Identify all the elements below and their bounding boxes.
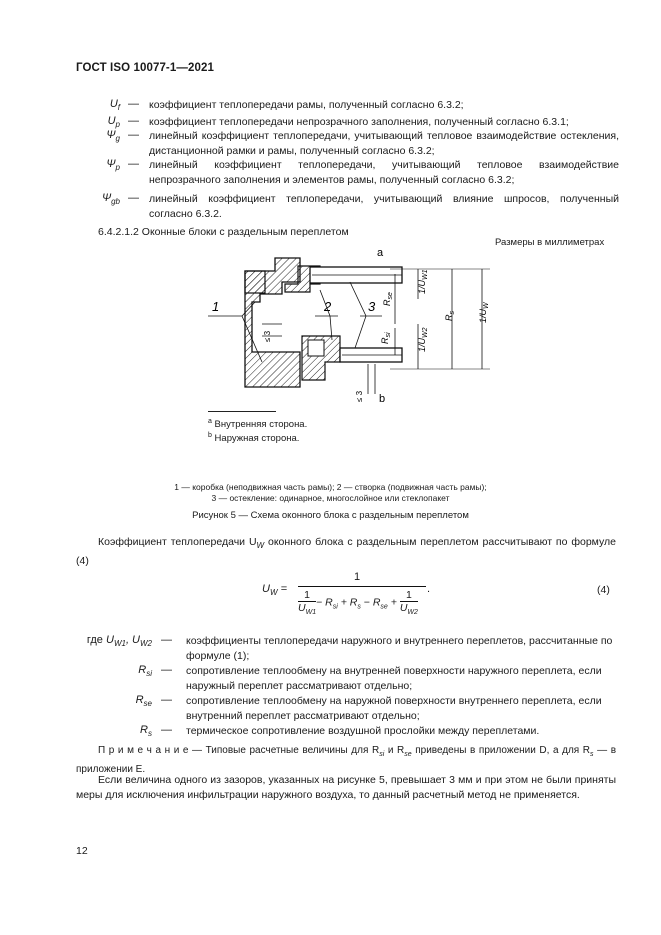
dim-rse: $R_{se}$: [382, 292, 394, 306]
gap-label-left: ≤ 3: [263, 330, 272, 342]
where-text: термическое сопротивление воздушной прослойки между переплетами.: [186, 725, 540, 737]
definition-text: линейный коэффициент теплопередачи, учитывающий тепловое взаимодействие остекления, дистанционной рамки и рамы, полученный согласно 6.3.2;: [149, 130, 619, 157]
where-symbol: $R_{se}$: [135, 694, 152, 709]
label-a: a: [377, 247, 384, 259]
definition-dash: —: [128, 98, 139, 110]
definition-symbol: $\Psi_g$: [106, 129, 120, 144]
page-number: 12: [76, 845, 88, 857]
formula-number: (4): [597, 584, 610, 596]
window-section-figure: [190, 244, 510, 424]
definition-symbol: $\Psi_{gb}$: [101, 192, 120, 207]
definition-symbol: $U_f$: [109, 98, 120, 113]
figure-caption: Рисунок 5 — Схема оконного блока с раздельным переплетом: [192, 510, 469, 521]
label-b: b: [379, 393, 386, 405]
where-dash: —: [161, 634, 172, 646]
where-text: коэффициенты теплопередачи наружного и внутреннего переплетов, рассчитанные по формуле (1);: [186, 635, 613, 662]
paragraph-validity: Если величина одного из зазоров, указанных на рисунке 5, превышает 3 мм и при этом не были приняты меры для исключения инфильтрации наружного воздуха, то данный расчетный метод не применяется.: [76, 774, 616, 801]
definition-dash: —: [128, 115, 139, 127]
callout-2: 2: [324, 299, 332, 314]
definition-symbol: $U_p$: [107, 115, 120, 130]
dim-rsi: $R_{si}$: [380, 332, 392, 344]
definition-dash: —: [128, 192, 139, 204]
gap-label-bottom: ≤ 3: [355, 390, 364, 402]
units-note: Размеры в миллиметрах: [495, 237, 605, 248]
paragraph-formula-intro: Коэффициент теплопередачи $U_W$ оконного блока с раздельным переплетом рассчитывают по формуле (4): [76, 536, 617, 567]
definition-text: линейный коэффициент теплопередачи, учитывающий влияние шпросов, полученный согласно 6.3.2.: [149, 193, 619, 220]
where-symbol: где $U_{W1}$, $U_{W2}$: [86, 634, 152, 649]
callout-1: 1: [212, 299, 220, 314]
note: П р и м е ч а н и е — Типовые расчетные величины для $R_{si}$ и $R_{se}$ приведены в приложении D, а для $R_s$ — в приложении E.: [76, 745, 617, 775]
document-header: ГОСТ ISO 10077-1—2021: [76, 62, 214, 74]
dim-uw2: $1/U_{W2}$: [417, 327, 429, 352]
formula-4: $U_W$ = 1 . $\frac{1}{U_{W1}}- R_{si} + R_s - R_{se}$ + $\frac{1}{U_{W2}}$: [262, 571, 431, 617]
footnote-b: $^b$ Наружная сторона.: [208, 432, 300, 445]
where-text: сопротивление теплообмену на наружной поверхности внутреннего переплета, если внутренний переплет рассматривают отдельно;: [186, 695, 602, 722]
definition-text: линейный коэффициент теплопередачи, учитывающий тепловое взаимодействие непрозрачного заполнения и элементов рамы, полученный согласно 6.3.2;: [149, 159, 619, 186]
footnote-rule: [208, 411, 276, 412]
dim-uw: $1/U_W$: [478, 302, 490, 323]
definition-text: коэффициент теплопередачи рамы, полученный согласно 6.3.2;: [149, 99, 464, 111]
footnote-a: $^a$ Внутренняя сторона.: [208, 418, 308, 431]
definition-dash: —: [128, 129, 139, 141]
where-text: сопротивление теплообмену на внутренней поверхности наружного переплета, если наружный переплет рассматривают отдельно;: [186, 665, 602, 692]
where-symbol: $R_{si}$: [138, 664, 152, 679]
where-dash: —: [161, 664, 172, 676]
definition-text: коэффициент теплопередачи непрозрачного заполнения, полученный согласно 6.3.1;: [149, 116, 569, 128]
definition-symbol: $\Psi_p$: [106, 158, 120, 173]
section-heading: 6.4.2.1.2 Оконные блоки с раздельным переплетом: [98, 226, 349, 238]
callout-3: 3: [368, 299, 376, 314]
figure-legend-2: 3 — остекление: одинарное, многослойное или стеклопакет: [211, 493, 450, 503]
where-dash: —: [161, 724, 172, 736]
where-dash: —: [161, 694, 172, 706]
dim-rs: $R_s$: [444, 311, 456, 321]
dim-uw1: $1/U_{W1}$: [417, 269, 429, 294]
figure-legend-1: 1 — коробка (неподвижная часть рамы); 2 — створка (подвижная часть рамы);: [174, 482, 487, 492]
where-symbol: $R_s$: [140, 724, 152, 739]
definition-dash: —: [128, 158, 139, 170]
frame-top-block: [245, 271, 265, 293]
